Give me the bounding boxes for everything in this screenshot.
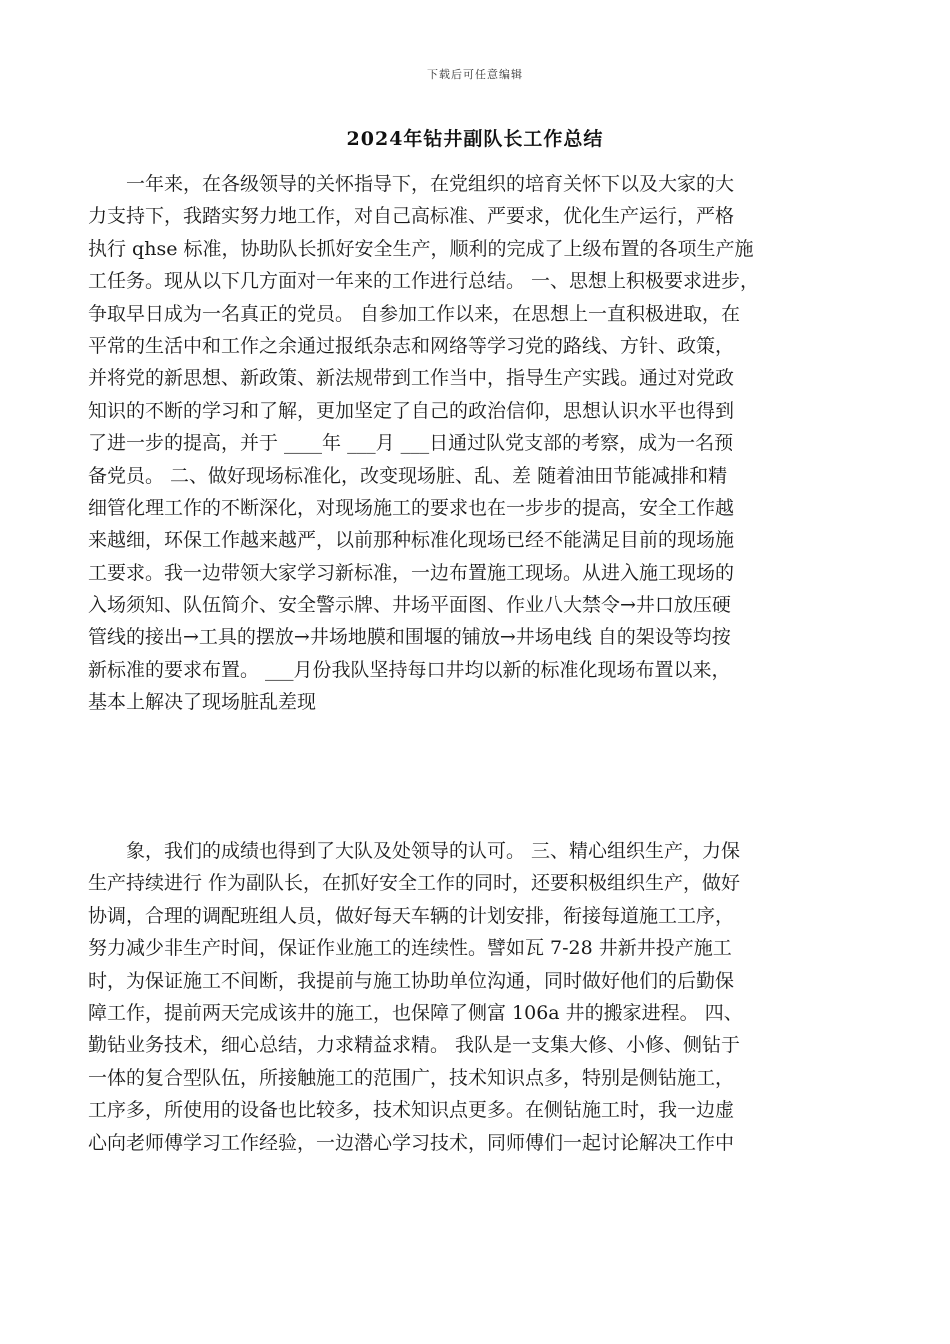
text-line: 力支持下，我踏实努力地工作，对自己高标准、严要求，优化生产运行，严格 [88,205,735,228]
text-line: 勤钻业务技术，细心总结，力求精益求精。 我队是一支集大修、小修、侧钻于 [88,1034,741,1057]
text-line: 平常的生活中和工作之余通过报纸杂志和网络等学习党的路线、方针、政策， [88,334,735,357]
text-line: 并将党的新思想、新政策、新法规带到工作当中，指导生产实践。通过对党政 [88,367,735,390]
text-line: 知识的不断的学习和了解，更加坚定了自己的政治信仰，思想认识水平也得到 [88,399,735,422]
text-line: 心向老师傅学习工作经验，一边潜心学习技术，同师傅们一起讨论解决工作中 [88,1131,735,1154]
header-note: 下载后可任意编辑 [427,68,523,81]
text-line: 管线的接出→工具的摆放→井场地膜和围堰的铺放→井场电线 自的架设等均按 [88,626,731,649]
text-line: 障工作，提前两天完成该井的施工，也保障了侧富 106a 井的搬家进程。 四、 [88,1001,743,1024]
text-line: 工任务。现从以下几方面对一年来的工作进行总结。 一、思想上积极要求进步， [88,270,760,293]
text-line: 来越细，环保工作越来越严，以前那种标准化现场已经不能满足目前的现场施 [88,529,735,552]
text-line: 一体的复合型队伍，所接触施工的范围广，技术知识点多，特别是侧钻施工， [88,1066,735,1089]
text-line: 基本上解决了现场脏乱差现 [88,691,317,714]
text-line: 了进一步的提高，并于 ____年 ___月 ___日通过队党支部的考察，成为一名预 [88,432,734,455]
text-line: 工要求。我一边带领大家学习新标准，一边布置施工现场。从进入施工现场的 [88,561,735,584]
text-line: 备党员。 二、做好现场标准化，改变现场脏、乱、差 随着油田节能减排和精 [88,464,728,487]
text-line: 工序多，所使用的设备也比较多，技术知识点更多。在侧钻施工时，我一边虚 [88,1099,735,1122]
text-line: 入场须知、队伍简介、安全警示牌、井场平面图、作业八大禁令→井口放压硬 [88,594,731,617]
paragraph-1 [88,168,864,719]
text-line: 努力减少非生产时间，保证作业施工的连续性。譬如瓦 7-28 井新井投产施工 [88,937,732,960]
text-line: 象，我们的成绩也得到了大队及处领导的认可。 三、精心组织生产，力保 [88,840,741,862]
text-line: 时，为保证施工不间断，我提前与施工协助单位沟通，同时做好他们的后勤保 [88,969,735,992]
paragraph-2 [88,835,864,1159]
text-line: 一年来，在各级领导的关怀指导下，在党组织的培育关怀下以及大家的大 [88,173,735,195]
document-title: 2024年钻井副队长工作总结 [346,128,604,150]
text-line: 协调，合理的调配班组人员，做好每天车辆的计划安排，衔接每道施工工序， [88,904,735,927]
text-line: 执行 qhse 标准，协助队长抓好安全生产，顺利的完成了上级布置的各项生产施 [88,237,754,260]
text-line: 争取早日成为一名真正的党员。 自参加工作以来，在思想上一直积极进取，在 [88,302,741,325]
text-line: 新标准的要求布置。 ___月份我队坚持每口井均以新的标准化现场布置以来， [88,658,731,681]
text-line: 细管化理工作的不断深化，对现场施工的要求也在一步步的提高，安全工作越 [88,496,735,519]
text-line: 生产持续进行 作为副队长，在抓好安全工作的同时，还要积极组织生产，做好 [88,872,741,895]
